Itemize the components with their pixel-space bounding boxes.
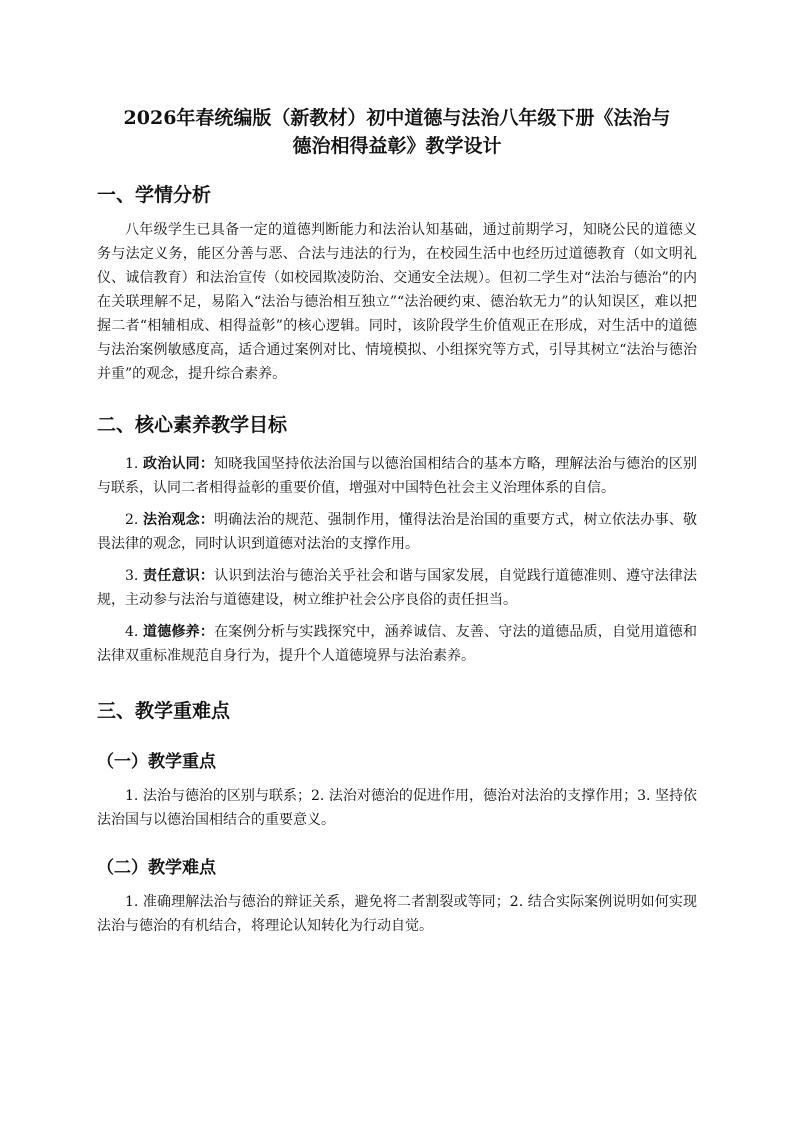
document-title — [97, 104, 697, 160]
goal-number: 1. — [125, 456, 139, 472]
goal-number: 2. — [125, 512, 139, 528]
goal-term: 政治认同： — [143, 456, 215, 472]
goal-term: 法治观念： — [143, 512, 215, 528]
goal-item — [97, 508, 697, 556]
section-3-heading: 三、教学重难点 — [97, 700, 231, 722]
section-2-heading: 二、核心素养教学目标 — [97, 414, 288, 436]
goal-text: 知晓我国坚持依法治国与以德治国相结合的基本方略，理解法治与德治的区别与联系，认同二者相得益彰的重要价值，增强对中国特色社会主义治理体系的自信。 — [97, 456, 698, 496]
section-1-paragraph: 八年级学生已具备一定的道德判断能力和法治认知基础，通过前期学习，知晓公民的道德义务与法定义务，能区分善与恶、合法与违法的行为，在校园生活中也经历过道德教育（如文明礼仪、诚信教育）和法治宣传（如校园欺凌防治、交通安全法规）。但初二学生对“法治与德治”的内在关联理解不足，易陷入“法治与德治相互独立”“法治硬约束、德治软无力”的认知误区，难以把握二者“相辅相成、相得益彰”的核心逻辑。同时，该阶段学生价值观正在形成，对生活中的道德与法治案例敏感度高，适合通过案例对比、情境模拟、小组探究等方式，引导其树立“法治与德治并重”的观念，提升综合素养。 — [97, 222, 697, 382]
goal-number: 4. — [125, 624, 139, 640]
goal-number: 3. — [125, 568, 139, 584]
goal-text: 在案例分析与实践探究中，涵养诚信、友善、守法的道德品质，自觉用道德和法律双重标准规范自身行为，提升个人道德境界与法治素养。 — [97, 624, 698, 664]
subsection-2-heading: （二）教学难点 — [97, 858, 216, 878]
goal-term: 道德修养： — [143, 624, 215, 640]
title-line-2: 德治相得益彰》教学设计 — [292, 135, 502, 157]
goal-term: 责任意识： — [143, 568, 215, 584]
title-line-1: 2026年春统编版（新教材）初中道德与法治八年级下册《法治与 — [123, 107, 671, 129]
goal-item — [97, 564, 697, 612]
section-1-heading: 一、学情分析 — [97, 184, 212, 206]
subsection-2-text: 1. 准确理解法治与德治的辩证关系，避免将二者割裂或等同；2. 结合实际案例说明如何实现法治与德治的有机结合，将理论认知转化为行动自觉。 — [97, 894, 697, 934]
goal-item — [97, 452, 697, 500]
goal-item — [97, 620, 697, 668]
goal-text: 明确法治的规范、强制作用，懂得法治是治国的重要方式，树立依法办事、敬畏法律的观念，同时认识到道德对法治的支撑作用。 — [97, 512, 698, 552]
subsection-1-text: 1. 法治与德治的区别与联系；2. 法治对德治的促进作用，德治对法治的支撑作用；3. 坚持依法治国与以德治国相结合的重要意义。 — [97, 788, 697, 828]
goal-text: 认识到法治与德治关乎社会和谐与国家发展，自觉践行道德准则、遵守法律法规，主动参与法治与道德建设，树立维护社会公序良俗的责任担当。 — [97, 568, 698, 608]
subsection-1-heading: （一）教学重点 — [97, 752, 216, 772]
